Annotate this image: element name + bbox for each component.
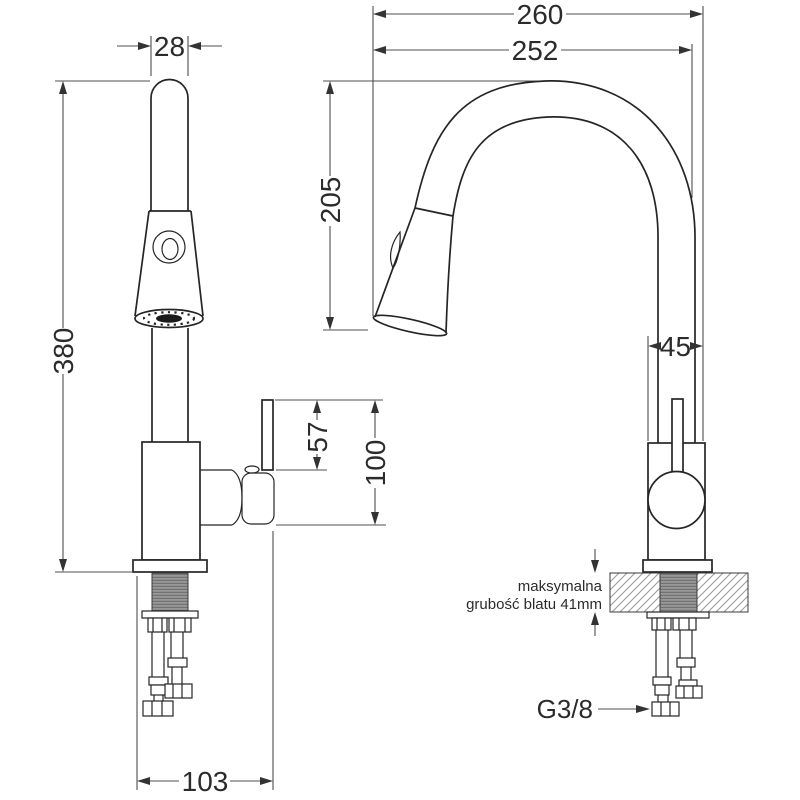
dim-base-span-label: 103 <box>181 766 229 797</box>
handle-lever <box>262 400 273 470</box>
handle-pivot <box>245 466 259 473</box>
mixing-joint-sphere <box>648 472 705 529</box>
spout-outer-curve <box>415 81 695 443</box>
threaded-shank <box>152 573 188 611</box>
dim-total-height-label: 380 <box>48 327 79 375</box>
dim-body-diameter-label: 45 <box>659 331 692 362</box>
hose-nut-g38 <box>676 686 702 698</box>
handle-lever-side <box>672 399 683 472</box>
spray-outlet <box>156 314 182 322</box>
dim-body-height-label: 100 <box>360 439 391 487</box>
dim-spout-width-label: 28 <box>153 31 186 62</box>
handle-socket <box>242 473 274 524</box>
spout-inner-curve <box>453 117 658 443</box>
countertop-note-line1: maksymalna <box>517 578 602 595</box>
dim-spout-reach-label: 252 <box>511 35 559 66</box>
dim-spout-height-label: 205 <box>315 176 346 224</box>
spray-button-side <box>391 232 401 268</box>
thread-size-label: G3/8 <box>536 694 593 724</box>
dim-lever-height-label: 57 <box>302 421 333 453</box>
dim-overall-depth-label: 260 <box>516 0 564 30</box>
hose-nut-g38 <box>652 702 679 716</box>
front-view <box>48 31 391 797</box>
countertop-note-line2: grubość blatu 41mm <box>466 596 602 613</box>
hose-nut <box>143 701 173 716</box>
hose-nut <box>165 684 192 698</box>
spray-button <box>153 231 185 263</box>
spray-face-side <box>372 311 448 339</box>
side-view <box>315 0 748 724</box>
threaded-shank-side <box>660 573 697 612</box>
